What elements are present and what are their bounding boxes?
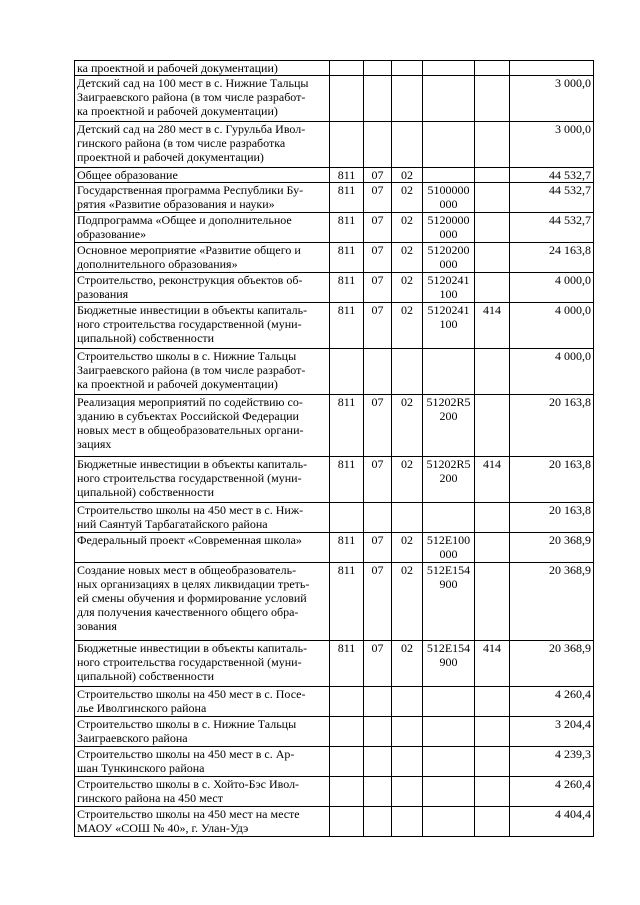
item-name-line: Заиграевского района (в том числе разработ- (77, 363, 306, 377)
item-name-line: Строительство школы на 450 мест в с. Посе- (77, 687, 306, 701)
expense-type-cell (475, 687, 510, 717)
item-name-line: Строительство школы в с. Хойто-Бэс Ивол- (77, 777, 300, 791)
budget-code-cell (330, 76, 364, 122)
table-row (75, 807, 594, 837)
subsection-cell (392, 747, 423, 777)
budget-code-cell (330, 61, 364, 76)
item-name-cell (75, 503, 330, 533)
amount-cell: 44 532,7 (510, 213, 594, 243)
amount-cell (510, 61, 594, 76)
target-article-cell (423, 503, 475, 533)
item-name-cell (75, 747, 330, 777)
section-cell: 07 (364, 533, 392, 563)
expense-type-cell (475, 213, 510, 243)
budget-code-cell (330, 747, 364, 777)
budget-code-cell: 811 (330, 395, 364, 457)
target-article-cell: 5120241100 (423, 273, 475, 303)
target-article-cell (423, 807, 475, 837)
table-row (75, 747, 594, 777)
target-article-cell (423, 168, 475, 183)
item-name-line: ка проектной и рабочей документации) (77, 104, 278, 118)
item-name-line: гинского района на 450 мест (77, 791, 223, 805)
item-name-line: Основное мероприятие «Развитие общего и (77, 243, 301, 257)
section-cell: 07 (364, 168, 392, 183)
item-name-line: ей смены обучения и формирование условий (77, 591, 307, 605)
table-row (75, 533, 594, 563)
item-name-line: Общее образование (77, 168, 178, 182)
target-article-cell: 512E100000 (423, 533, 475, 563)
target-article-cell: 512E154900 (423, 563, 475, 641)
item-name-line: ных организациях в целях ликвидации треть- (77, 577, 310, 591)
item-name-line: Бюджетные инвестиции в объекты капиталь- (77, 457, 308, 471)
amount-cell: 20 368,9 (510, 563, 594, 641)
table-row (75, 76, 594, 122)
amount-cell: 4 000,0 (510, 349, 594, 395)
item-name-cell (75, 395, 330, 457)
target-article-cell (423, 687, 475, 717)
table-row (75, 61, 594, 76)
target-article-cell: 5120241100 (423, 303, 475, 349)
target-article-cell: 5120000000 (423, 213, 475, 243)
amount-cell: 20 163,8 (510, 395, 594, 457)
subsection-cell: 02 (392, 243, 423, 273)
item-name-cell (75, 457, 330, 503)
item-name-cell (75, 76, 330, 122)
subsection-cell (392, 349, 423, 395)
table-row (75, 243, 594, 273)
table-row (75, 717, 594, 747)
amount-cell: 44 532,7 (510, 183, 594, 213)
expense-type-cell (475, 122, 510, 168)
budget-code-cell: 811 (330, 641, 364, 687)
expense-type-cell: 414 (475, 303, 510, 349)
table-row (75, 641, 594, 687)
item-name-line: Федеральный проект «Современная школа» (77, 533, 302, 547)
item-name-line: зования (77, 619, 117, 633)
section-cell (364, 717, 392, 747)
subsection-cell: 02 (392, 273, 423, 303)
subsection-cell (392, 777, 423, 807)
item-name-line: ка проектной и рабочей документации) (77, 61, 278, 75)
amount-cell: 4 239,3 (510, 747, 594, 777)
item-name-cell (75, 61, 330, 76)
subsection-cell (392, 503, 423, 533)
subsection-cell: 02 (392, 303, 423, 349)
target-article-cell (423, 349, 475, 395)
section-cell: 07 (364, 641, 392, 687)
expense-type-cell (475, 183, 510, 213)
section-cell: 07 (364, 183, 392, 213)
subsection-cell: 02 (392, 563, 423, 641)
item-name-cell (75, 303, 330, 349)
item-name-line: Строительство школы в с. Нижние Тальцы (77, 349, 297, 363)
item-name-line: Бюджетные инвестиции в объекты капиталь- (77, 303, 308, 317)
target-article-cell: 51202R5200 (423, 457, 475, 503)
amount-cell: 3 204,4 (510, 717, 594, 747)
item-name-line: новых мест в общеобразовательных органи- (77, 423, 304, 437)
amount-cell: 4 000,0 (510, 303, 594, 349)
target-article-cell (423, 122, 475, 168)
item-name-line: ципальной) собственности (77, 331, 215, 345)
table-row (75, 395, 594, 457)
table-row (75, 503, 594, 533)
table-row (75, 303, 594, 349)
item-name-line: МАОУ «СОШ № 40», г. Улан-Удэ (77, 821, 249, 835)
item-name-line: лье Иволгинского района (77, 701, 207, 715)
expense-type-cell (475, 76, 510, 122)
subsection-cell: 02 (392, 168, 423, 183)
item-name-line: рятия «Развитие образования и науки» (77, 197, 275, 211)
amount-cell: 4 404,4 (510, 807, 594, 837)
item-name-cell (75, 349, 330, 395)
item-name-line: шан Тункинского района (77, 761, 205, 775)
section-cell (364, 807, 392, 837)
budget-code-cell (330, 122, 364, 168)
item-name-line: Создание новых мест в общеобразователь- (77, 563, 297, 577)
section-cell: 07 (364, 243, 392, 273)
item-name-cell (75, 687, 330, 717)
table-row (75, 213, 594, 243)
budget-code-cell: 811 (330, 168, 364, 183)
budget-code-cell: 811 (330, 213, 364, 243)
item-name-line: образование» (77, 227, 147, 241)
item-name-line: Детский сад на 280 мест в с. Гурульба Ивол- (77, 122, 306, 136)
item-name-line: зданию в субъектах Российской Федерации (77, 409, 299, 423)
budget-table-body (75, 61, 594, 837)
item-name-cell (75, 122, 330, 168)
item-name-line: Заиграевского района (77, 731, 188, 745)
section-cell (364, 122, 392, 168)
subsection-cell (392, 717, 423, 747)
section-cell: 07 (364, 457, 392, 503)
expense-type-cell: 414 (475, 457, 510, 503)
subsection-cell: 02 (392, 641, 423, 687)
amount-cell: 3 000,0 (510, 122, 594, 168)
subsection-cell: 02 (392, 213, 423, 243)
budget-code-cell (330, 807, 364, 837)
budget-code-cell: 811 (330, 303, 364, 349)
amount-cell: 20 368,9 (510, 533, 594, 563)
section-cell: 07 (364, 213, 392, 243)
amount-cell: 20 368,9 (510, 641, 594, 687)
table-row (75, 349, 594, 395)
amount-cell: 4 000,0 (510, 273, 594, 303)
budget-code-cell (330, 717, 364, 747)
subsection-cell (392, 122, 423, 168)
item-name-line: ного строительства государственной (муни- (77, 471, 302, 485)
target-article-cell: 5100000000 (423, 183, 475, 213)
item-name-line: ного строительства государственной (муни- (77, 655, 302, 669)
item-name-line: проектной и рабочей документации) (77, 150, 264, 164)
item-name-cell (75, 243, 330, 273)
item-name-line: ципальной) собственности (77, 669, 215, 683)
target-article-cell (423, 777, 475, 807)
item-name-cell (75, 717, 330, 747)
target-article-cell: 5120200000 (423, 243, 475, 273)
item-name-cell (75, 183, 330, 213)
expense-type-cell (475, 563, 510, 641)
section-cell (364, 76, 392, 122)
budget-code-cell: 811 (330, 243, 364, 273)
target-article-cell: 512E154900 (423, 641, 475, 687)
subsection-cell: 02 (392, 533, 423, 563)
item-name-line: Строительство школы на 450 мест в с. Ар- (77, 747, 295, 761)
budget-code-cell (330, 687, 364, 717)
expense-type-cell (475, 61, 510, 76)
table-row (75, 168, 594, 183)
amount-cell: 20 163,8 (510, 457, 594, 503)
target-article-cell (423, 747, 475, 777)
section-cell (364, 61, 392, 76)
expense-type-cell (475, 747, 510, 777)
expense-type-cell (475, 533, 510, 563)
item-name-line: Строительство, реконструкция объектов об- (77, 273, 303, 287)
section-cell (364, 747, 392, 777)
item-name-cell (75, 563, 330, 641)
target-article-cell: 51202R5200 (423, 395, 475, 457)
section-cell (364, 777, 392, 807)
subsection-cell: 02 (392, 183, 423, 213)
table-row (75, 777, 594, 807)
item-name-line: Бюджетные инвестиции в объекты капиталь- (77, 641, 308, 655)
expense-type-cell (475, 168, 510, 183)
expense-type-cell (475, 503, 510, 533)
amount-cell: 20 163,8 (510, 503, 594, 533)
table-row (75, 687, 594, 717)
item-name-line: ципальной) собственности (77, 485, 215, 499)
amount-cell: 3 000,0 (510, 76, 594, 122)
subsection-cell (392, 61, 423, 76)
item-name-line: Строительство школы на 450 мест в с. Ниж- (77, 503, 304, 517)
target-article-cell (423, 76, 475, 122)
expense-type-cell (475, 777, 510, 807)
item-name-cell (75, 777, 330, 807)
section-cell: 07 (364, 273, 392, 303)
item-name-cell (75, 273, 330, 303)
item-name-line: Заиграевского района (в том числе разработ- (77, 90, 306, 104)
budget-code-cell: 811 (330, 533, 364, 563)
section-cell: 07 (364, 303, 392, 349)
budget-code-cell (330, 349, 364, 395)
item-name-line: разования (77, 287, 129, 301)
table-row (75, 122, 594, 168)
amount-cell: 44 532,7 (510, 168, 594, 183)
amount-cell: 4 260,4 (510, 687, 594, 717)
section-cell: 07 (364, 563, 392, 641)
item-name-cell (75, 807, 330, 837)
item-name-line: Детский сад на 100 мест в с. Нижние Тальцы (77, 76, 309, 90)
budget-code-cell: 811 (330, 273, 364, 303)
item-name-line: Строительство школы на 450 мест на месте (77, 807, 300, 821)
subsection-cell (392, 76, 423, 122)
expense-type-cell (475, 273, 510, 303)
section-cell (364, 503, 392, 533)
expense-type-cell (475, 243, 510, 273)
section-cell (364, 349, 392, 395)
budget-code-cell: 811 (330, 183, 364, 213)
target-article-cell (423, 61, 475, 76)
item-name-cell (75, 168, 330, 183)
item-name-line: ного строительства государственной (муни- (77, 317, 302, 331)
item-name-cell (75, 641, 330, 687)
amount-cell: 24 163,8 (510, 243, 594, 273)
item-name-line: Строительство школы в с. Нижние Тальцы (77, 717, 297, 731)
target-article-cell (423, 717, 475, 747)
item-name-line: Реализация мероприятий по содействию со- (77, 395, 303, 409)
expense-type-cell: 414 (475, 641, 510, 687)
section-cell (364, 687, 392, 717)
item-name-line: дополнительного образования» (77, 257, 238, 271)
item-name-line: ний Саянтуй Тарбагатайского района (77, 517, 268, 531)
subsection-cell: 02 (392, 457, 423, 503)
item-name-line: Государственная программа Республики Бу- (77, 183, 304, 197)
budget-table (74, 60, 594, 837)
expense-type-cell (475, 349, 510, 395)
item-name-line: Подпрограмма «Общее и дополнительное (77, 213, 292, 227)
expense-type-cell (475, 717, 510, 747)
budget-code-cell (330, 503, 364, 533)
budget-code-cell (330, 777, 364, 807)
table-row (75, 563, 594, 641)
budget-code-cell: 811 (330, 457, 364, 503)
item-name-line: ка проектной и рабочей документации) (77, 377, 278, 391)
subsection-cell: 02 (392, 395, 423, 457)
expense-type-cell (475, 807, 510, 837)
subsection-cell (392, 807, 423, 837)
table-row (75, 183, 594, 213)
item-name-cell (75, 533, 330, 563)
table-row (75, 273, 594, 303)
item-name-line: зациях (77, 437, 112, 451)
budget-code-cell: 811 (330, 563, 364, 641)
item-name-line: гинского района (в том числе разработка (77, 136, 286, 150)
table-row (75, 457, 594, 503)
subsection-cell (392, 687, 423, 717)
item-name-cell (75, 213, 330, 243)
expense-type-cell (475, 395, 510, 457)
amount-cell: 4 260,4 (510, 777, 594, 807)
section-cell: 07 (364, 395, 392, 457)
item-name-line: для получения качественного общего обра- (77, 605, 299, 619)
